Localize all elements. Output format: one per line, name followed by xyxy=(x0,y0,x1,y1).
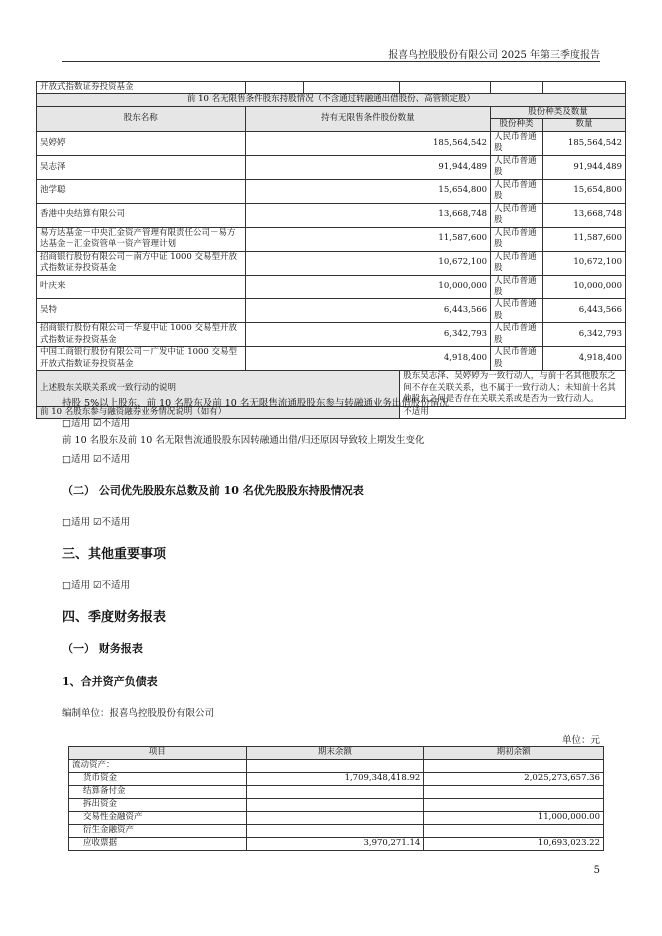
col-header-name: 股东名称 xyxy=(37,106,246,131)
section3-option: □适用 ☑不适用 xyxy=(62,580,131,591)
section4-heading: 四、季度财务报表 xyxy=(62,610,167,625)
table-row: 中国工商银行股份有限公司－广发中证 1000 交易型开放式指数证券投资基金 4,918,400 人民币普通股 4,918,400 xyxy=(37,347,626,371)
page-header-title: 报喜鸟控股股份有限公司 2025 年第三季度报告 xyxy=(388,50,600,61)
note-change-option: □适用 ☑不适用 xyxy=(62,454,131,465)
table-row: 香港中央结算有限公司 13,668,748 人民币普通股 13,668,748 xyxy=(37,203,626,227)
page-number: 5 xyxy=(593,865,600,876)
balance-sheet-heading: 1、合并资产负债表 xyxy=(62,675,158,688)
balance-sheet-table xyxy=(68,746,604,851)
note-lending: 持股 5%以上股东、前 10 名股东及前 10 名无限售流通股股东参与转融通业务出借股份情况 xyxy=(62,398,449,409)
section4-subheading: （一） 财务报表 xyxy=(62,642,143,655)
related-label-cell: 上述股东关联关系或一致行动的说明 xyxy=(37,371,400,406)
note-lending-option: □适用 ☑不适用 xyxy=(62,418,131,429)
related-text-cell: 股东吴志泽、吴婷婷为一致行动人，与前十名其他股东之间不存在关联关系，也不属于一致行动人；未知前十名其他股东之间是否存在关联关系或是否为一致行动人。 xyxy=(400,371,626,406)
col-header-begin: 期初余额 xyxy=(424,747,604,760)
section3-heading: 三、其他重要事项 xyxy=(62,547,167,562)
table-row: 应收票据 3,970,271.14 10,693,023.22 xyxy=(69,838,604,851)
table-row: 招商银行股份有限公司－华夏中证 1000 交易型开放式指数证券投资基金 6,342,793 人民币普通股 6,342,793 xyxy=(37,323,626,347)
section2-option: □适用 ☑不适用 xyxy=(62,517,131,528)
col-header-type: 股份种类 xyxy=(491,119,543,131)
table-row: 吴特 6,443,566 人民币普通股 6,443,566 xyxy=(37,299,626,323)
compiler-company: 编制单位：报喜鸟控股股份有限公司 xyxy=(62,708,215,719)
table-row: 流动资产： xyxy=(69,760,604,773)
margin-text-cell: 不适用 xyxy=(400,406,626,418)
table-row: 拆出资金 xyxy=(69,799,604,812)
note-change: 前 10 名股东及前 10 名无限售流通股股东因转融通出借/归还原因导致较上期发生变化 xyxy=(62,435,425,446)
carry-row-cell: 开放式指数证券投资基金 xyxy=(37,82,246,94)
table-row: 吴志泽 91,944,489 人民币普通股 91,944,489 xyxy=(37,155,626,179)
margin-label-cell: 前 10 名股东参与融资融券业务情况说明（如有） xyxy=(37,406,400,418)
table-row: 叶庆来 10,000,000 人民币普通股 10,000,000 xyxy=(37,275,626,299)
table-row: 招商银行股份有限公司－南方中证 1000 交易型开放式指数证券投资基金 10,672,100 人民币普通股 10,672,100 xyxy=(37,251,626,275)
col-header-count: 数量 xyxy=(543,119,626,131)
col-header-type-group: 股份种类及数量 xyxy=(491,106,626,118)
col-header-qty: 持有无限售条件股份数量 xyxy=(245,106,491,131)
section-title-cell: 前 10 名无限售条件股东持股情况（不含通过转融通出借股份、高管锁定股） xyxy=(37,94,626,106)
table-row: 衍生金融资产 xyxy=(69,825,604,838)
table-row: 吴婷婷 185,564,542 人民币普通股 185,564,542 xyxy=(37,131,626,155)
table-row: 易方达基金－中央汇金资产管理有限责任公司－易方达基金－汇金资管单一资产管理计划 11,587,600 人民币普通股 11,587,600 xyxy=(37,227,626,251)
table-row: 货币资金 1,709,348,418.92 2,025,273,657.36 xyxy=(69,773,604,786)
top-shareholders-table xyxy=(36,81,626,419)
table-row: 池学聪 15,654,800 人民币普通股 15,654,800 xyxy=(37,179,626,203)
header-divider xyxy=(62,61,600,62)
section2-heading: （二） 公司优先股股东总数及前 10 名优先股股东持股情况表 xyxy=(62,484,364,497)
table-row: 交易性金融资产 11,000,000.00 xyxy=(69,812,604,825)
col-header-end: 期末余额 xyxy=(246,747,424,760)
col-header-item: 项目 xyxy=(69,747,247,760)
table-row: 结算备付金 xyxy=(69,786,604,799)
unit-label: 单位：元 xyxy=(561,735,600,746)
